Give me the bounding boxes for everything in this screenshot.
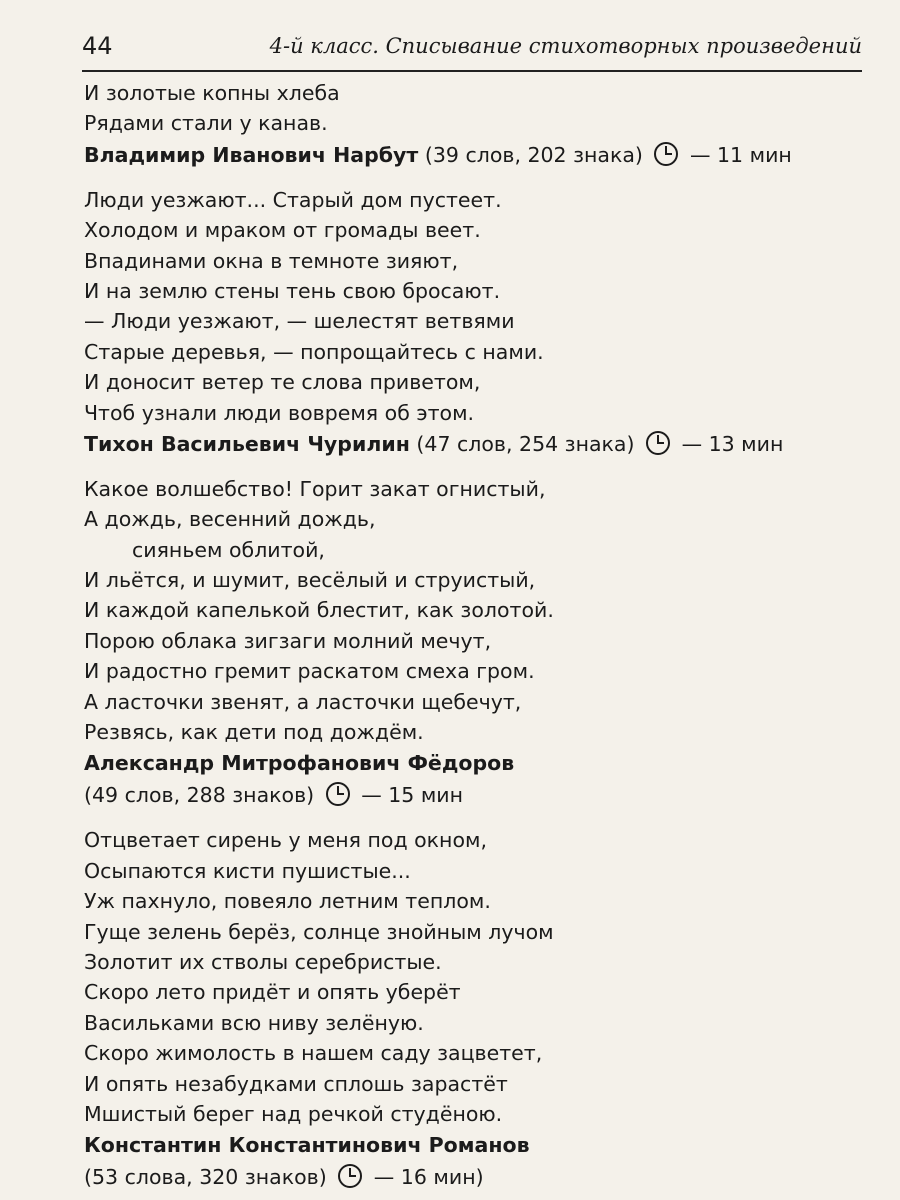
word-count: (39 слов, 202 знака) — [424, 142, 643, 167]
author-stats — [84, 779, 884, 811]
poem-line: Скоро лето придёт и опять уберёт — [84, 980, 461, 1005]
clock-icon — [645, 430, 671, 456]
poem-line: А дождь, весенний дождь, — [84, 507, 376, 532]
poem-line: Мшистый берег над речкой студёною. — [84, 1101, 503, 1126]
poem-line: И опять незабудками сплошь зарастёт — [84, 1071, 508, 1096]
poem-line: И золотые копны хлеба — [84, 81, 340, 105]
time-limit: — 15 мин — [361, 783, 464, 808]
poem-line: — Люди уезжают, — шелестят ветвями — [84, 309, 515, 334]
spacer — [84, 811, 884, 825]
clock-icon — [337, 1163, 363, 1189]
running-title: 4-й класс. Списывание стихотворных произведений — [269, 34, 862, 58]
poem-line: Люди уезжают... Старый дом пустеет. — [84, 187, 502, 212]
time-limit: — 11 мин — [690, 142, 792, 167]
author-name: Владимир Иванович Нарбут — [84, 142, 419, 167]
word-count: (49 слов, 288 знаков) — [84, 783, 315, 808]
poem-line: Старые деревья, — попрощайтесь с нами. — [84, 339, 544, 364]
poem-line: Холодом и мраком от громады веет. — [84, 218, 481, 243]
poem-line: И доносит ветер те слова приветом, — [84, 370, 481, 395]
poem-line: Васильками всю ниву зелёную. — [84, 1010, 424, 1035]
author-stats — [84, 1161, 884, 1193]
poem-line: Какое волшебство! Горит закат огнистый, — [84, 476, 546, 501]
poem-line: Золотит их стволы серебристые. — [84, 949, 442, 974]
poem-line: Впадинами окна в темноте зияют, — [84, 248, 459, 273]
author-heading — [84, 139, 884, 171]
poem-line: Чтоб узнали люди вовремя об этом. — [84, 400, 475, 425]
page-content — [84, 78, 884, 1193]
time-limit: — 13 мин — [681, 431, 784, 456]
time-limit: — 16 мин) — [373, 1165, 484, 1190]
poem-line: И каждой капелькой блестит, как золотой. — [84, 598, 554, 623]
poem-line: И льётся, и шумит, весёлый и струистый, — [84, 568, 536, 593]
poem-line: Рядами стали у канав. — [84, 111, 328, 136]
author-name: Константин Константинович Романов — [84, 1133, 530, 1158]
clock-icon — [325, 781, 351, 807]
poem-line: сияньем облитой, — [132, 537, 325, 562]
author-name: Тихон Васильевич Чурилин — [84, 431, 410, 456]
poem-line: Уж пахнуло, повеяло летним теплом. — [84, 889, 491, 914]
word-count: (47 слов, 254 знака) — [416, 431, 635, 456]
page-header — [82, 30, 862, 72]
word-count: (53 слова, 320 знаков) — [84, 1165, 327, 1190]
poem-line: И радостно гремит раскатом смеха гром. — [84, 659, 535, 684]
poem-line: Отцветает сирень у меня под окном, — [84, 828, 487, 853]
spacer — [84, 171, 884, 185]
author-name: Александр Митрофанович Фёдоров — [84, 751, 515, 776]
author-heading — [84, 1129, 884, 1161]
spacer — [84, 460, 884, 474]
poem-line: Гуще зелень берёз, солнце знойным лучом — [84, 919, 554, 944]
poem-line: Осыпаются кисти пушистые... — [84, 858, 411, 883]
author-heading — [84, 747, 884, 779]
poem-line: Резвясь, как дети под дождём. — [84, 720, 424, 745]
poem-line: Порою облака зигзаги молний мечут, — [84, 628, 492, 653]
author-heading — [84, 428, 884, 460]
poem-line: Скоро жимолость в нашем саду зацветет, — [84, 1041, 543, 1066]
poem-line: А ласточки звенят, а ласточки щебечут, — [84, 689, 522, 714]
poem-line: И на землю стены тень свою бросают. — [84, 278, 501, 303]
clock-icon — [653, 141, 679, 167]
page-number: 44 — [82, 32, 113, 60]
